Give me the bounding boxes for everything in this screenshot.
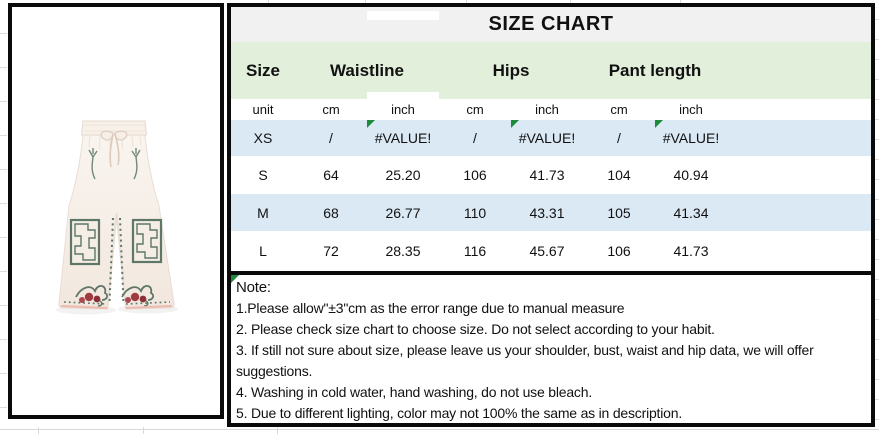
value-cell: 26.77 (385, 204, 421, 221)
value-cell: 41.73 (529, 167, 565, 183)
error-indicator-icon (655, 120, 663, 128)
value-cell: 72 (323, 243, 339, 259)
size-label: S (258, 167, 268, 183)
value-cell: 43.31 (529, 204, 565, 221)
size-chart-header-row (231, 42, 871, 99)
error-indicator-icon (367, 120, 375, 128)
size-row-s (231, 156, 871, 194)
note-item: 5. Due to different lighting, color may not 100% the same as in description. (236, 405, 683, 421)
column-header-waistline: Waistline (330, 60, 404, 80)
notes-heading: Note: (236, 279, 271, 296)
value-cell: / (473, 130, 477, 146)
note-item: 2. Please check size chart to choose size. Do not select according to your habit. (236, 321, 715, 337)
value-cell-error: #VALUE! (655, 120, 727, 156)
value-cell: 45.67 (529, 243, 565, 259)
note-item: 4. Washing in cold water, hand washing, do not use bleach. (236, 384, 593, 400)
value-cell: / (617, 130, 621, 146)
size-chart-title-band (231, 7, 871, 42)
unit-cell: unit (252, 102, 274, 117)
product-photo-pants-image (12, 7, 220, 415)
value-cell: 28.35 (385, 243, 421, 259)
value-cell: 41.73 (673, 243, 709, 259)
value-cell: 68 (323, 204, 339, 221)
value-cell-filler (727, 231, 871, 271)
value-cell: 105 (607, 204, 631, 221)
unit-cell: inch (535, 102, 559, 117)
size-label: XS (253, 130, 273, 146)
unit-cell: inch (391, 102, 415, 117)
value-cell: 106 (463, 167, 487, 183)
size-chart-title: SIZE CHART (488, 13, 614, 35)
column-header-hips: Hips (492, 60, 530, 80)
size-row-l (231, 231, 871, 271)
note-item: 3. If still not sure about size, please leave us your shoulder, bust, waist and hip data, we will offer suggestions. (236, 342, 814, 379)
value-cell: 64 (323, 167, 339, 183)
product-photo-panel (8, 3, 224, 419)
value-cell: 116 (463, 243, 487, 259)
value-cell: / (329, 130, 333, 146)
unit-cell: cm (610, 102, 628, 117)
value-cell-error: #VALUE! (367, 120, 439, 156)
size-row-m (231, 194, 871, 231)
gridline-notch (367, 11, 439, 20)
size-label: L (259, 243, 267, 259)
unit-row (231, 99, 871, 120)
unit-cell: cm (322, 102, 340, 117)
value-cell: 40.94 (673, 167, 709, 183)
value-cell: 110 (463, 204, 487, 221)
value-cell-filler (727, 194, 871, 231)
value-cell-filler (727, 120, 871, 156)
size-chart-panel (227, 3, 875, 427)
unit-cell-filler (727, 99, 871, 120)
size-label: M (257, 204, 269, 221)
unit-cell: inch (679, 102, 703, 117)
column-header-pant-length: Pant length (608, 60, 702, 80)
column-header-size: Size (245, 60, 281, 80)
gridline-notch (367, 92, 439, 99)
error-indicator-icon (231, 275, 239, 283)
error-indicator-icon (511, 120, 519, 128)
value-cell-error: #VALUE! (511, 120, 583, 156)
value-cell: 25.20 (385, 167, 421, 183)
value-cell-filler (727, 156, 871, 194)
value-cell: 41.34 (673, 204, 709, 221)
unit-cell: cm (466, 102, 484, 117)
value-cell: 104 (607, 167, 631, 183)
value-cell: 106 (607, 243, 631, 259)
notes-panel (231, 275, 871, 423)
size-row-xs (231, 120, 871, 156)
note-item: 1.Please allow"±3"cm as the error range due to manual measure (236, 300, 625, 316)
